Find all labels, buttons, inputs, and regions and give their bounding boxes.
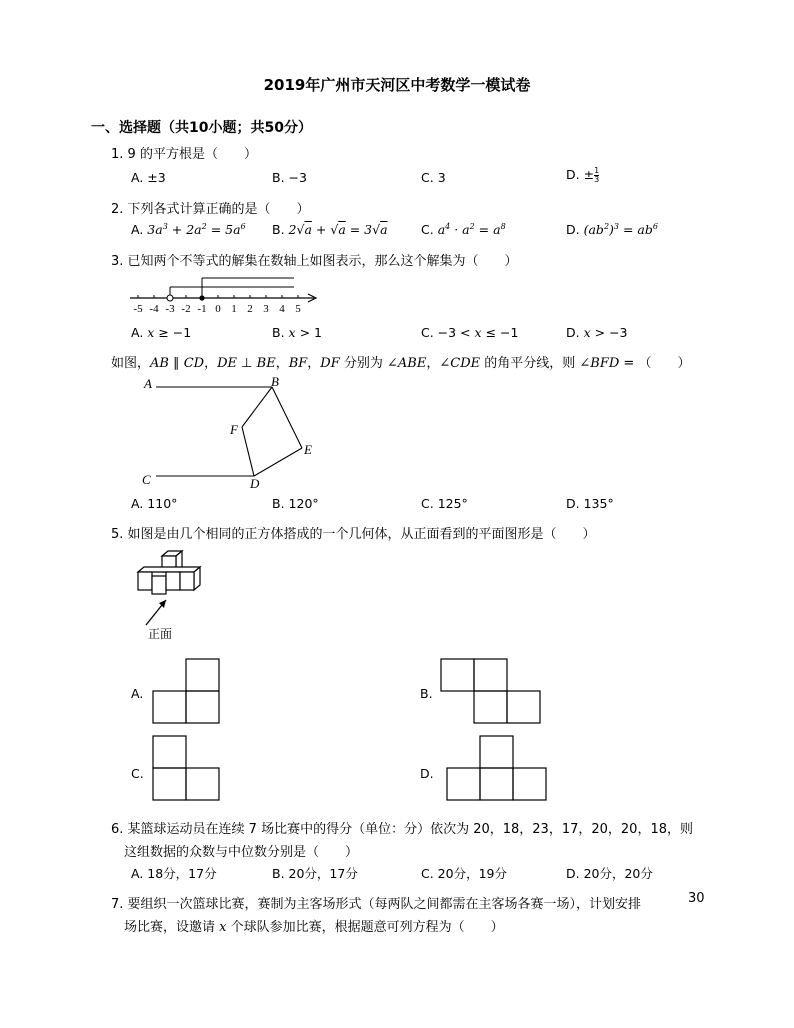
question-6-option-c: C. 20分，19分 (421, 866, 507, 881)
point-a-label: A (144, 376, 152, 391)
question-5-option-a: A. (131, 686, 144, 701)
question-4-option-c: C. 125° (421, 496, 468, 511)
tick-label: 1 (231, 303, 237, 315)
option-a-shape (152, 658, 220, 726)
section-heading: 一、选择题（共10小题；共50分） (91, 120, 312, 136)
question-1-stem: 1. 9 的平方根是（ ） (111, 147, 257, 162)
question-5-stem: 5. 如图是由几个相同的正方体搭成的一个几何体，从正面看到的平面图形是（ ） (111, 527, 596, 542)
question-3-stem: 3. 已知两个不等式的解集在数轴上如图表示，那么这个解集为（ ） (111, 254, 518, 269)
question-6-stem-line-1: 6. 某篮球运动员在连续 7 场比赛中的得分（单位：分）依次为 20，18，23，17，20，20，18，则 (111, 822, 693, 837)
parallel-lines-figure (140, 372, 320, 492)
option-c-shape (152, 735, 220, 803)
question-1-option-b: B. −3 (272, 170, 307, 185)
cube-stack-figure (132, 548, 208, 642)
question-5-option-c: C. (131, 766, 144, 781)
question-6-option-a: A. 18分，17分 (131, 866, 217, 881)
question-2-option-b: B. 2√a + √a = 3√a (272, 222, 388, 237)
segment-ed (254, 448, 302, 476)
tick-label: -2 (181, 303, 191, 315)
question-2-option-c: C. $a^4 \cdot a^2 = a^8$ (421, 222, 506, 238)
tick-label: -3 (165, 303, 175, 315)
tick-label: -1 (197, 303, 207, 315)
point-f-label: F (230, 422, 238, 437)
option-b-shape (440, 658, 542, 726)
fraction: $\frac{1}{3}$ (594, 166, 600, 184)
question-2-stem: 2. 下列各式计算正确的是（ ） (111, 202, 310, 217)
question-4-stem: 如图，AB ∥ CD，DE ⊥ BE，BF，DF 分别为 ∠ABE，∠CDE 的角平分线，则 ∠BFD = （ ） (111, 356, 691, 371)
segment-fd (242, 427, 254, 476)
question-5-option-d: D. (420, 766, 434, 781)
front-view-label: 正面 (148, 627, 173, 641)
question-1-option-a: A. ±3 (131, 170, 166, 185)
question-4-option-d: D. 135° (566, 496, 614, 511)
closed-point (199, 295, 204, 300)
point-e-label: E (304, 442, 312, 457)
question-6-option-d: D. 20分，20分 (566, 866, 653, 881)
question-3-option-c: C. −3 < x ≤ −1 (421, 325, 519, 340)
point-d-label: D (250, 476, 260, 491)
point-b-label: B (271, 374, 279, 389)
question-7-stem-line-1-number: 30 (688, 891, 705, 906)
tick-label: 2 (247, 303, 253, 315)
question-6-option-b: B. 20分，17分 (272, 866, 358, 881)
question-1-option-c: C. 3 (421, 170, 446, 185)
page-title: 2019年广州市天河区中考数学一模试卷 (263, 76, 531, 94)
open-point (167, 295, 173, 301)
question-4-option-b: B. 120° (272, 496, 319, 511)
tick-label: 4 (279, 303, 285, 315)
tick-label: 0 (215, 303, 221, 315)
question-3-option-b: B. x > 1 (272, 325, 322, 340)
tick-label: 5 (295, 303, 301, 315)
question-6-stem-line-2: 这组数据的众数与中位数分别是（ ） (124, 845, 359, 860)
question-1-option-d: D. ± $\frac{1}{3}$ (566, 166, 600, 184)
question-2-option-a: A. $3a^3 + 2a^2 = 5a^6$ (131, 222, 246, 238)
tick-label: -4 (149, 303, 159, 315)
question-7-stem-line-1: 7. 要组织一次篮球比赛，赛制为主客场形式（每两队之间都需在主客场各赛一场），计划安排 (111, 897, 642, 912)
number-line-figure (128, 274, 320, 318)
question-3-option-a: A. x ≥ −1 (131, 325, 192, 340)
segment-be (272, 387, 302, 448)
tick-label: 3 (263, 303, 269, 315)
question-3-option-d: D. x > −3 (566, 325, 628, 340)
question-5-option-b: B. (420, 686, 433, 701)
question-2-option-d: D. $(ab^2)^3 = ab^6$ (566, 222, 658, 238)
segment-bf (242, 387, 272, 427)
question-4-option-a: A. 110° (131, 496, 178, 511)
option-d-shape (446, 735, 548, 803)
question-7-stem-line-2: 场比赛，设邀请 x 个球队参加比赛，根据题意可列方程为（ ） (124, 920, 504, 935)
tick-label: -5 (133, 303, 143, 315)
point-c-label: C (142, 472, 151, 487)
